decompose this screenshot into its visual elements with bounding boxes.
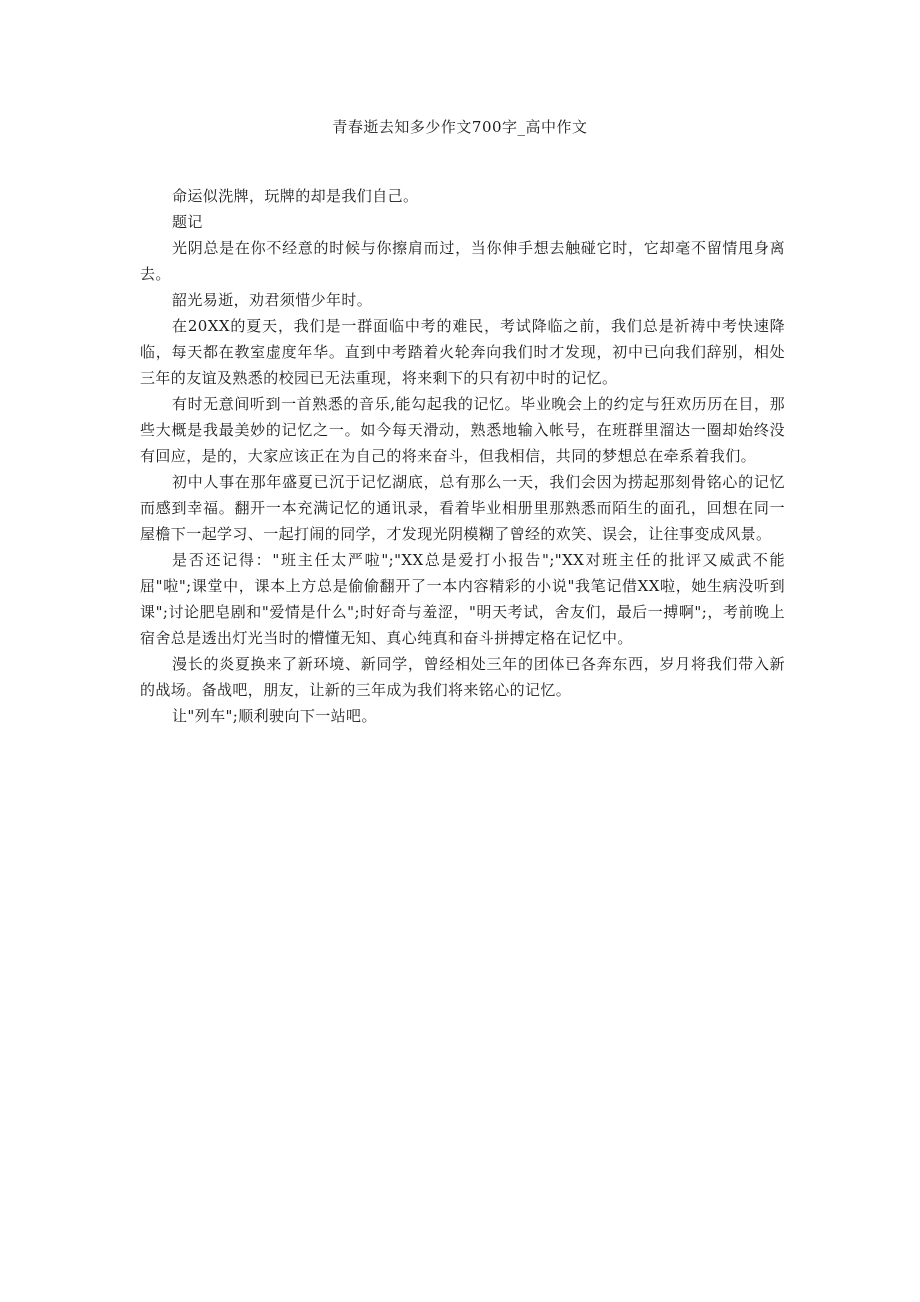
paragraph-8: 是否还记得："班主任太严啦";"XX总是爱打小报告";"XX对班主任的批评又威武不能屈"啦";课堂中，课本上方总是偷偷翻开了一本内容精彩的小说"我笔记借XX啦，她生病没听到课";讨论肥皂剧和"爱情是什么";时好奇与羞涩，"明天考试，舍友们，最后一搏啊";，考前晚上宿舍总是透出灯光当时的懵懂无知、真心纯真和奋斗拼搏定格在记忆中。 <box>140 551 785 647</box>
paragraph-3: 光阴总是在你不经意的时候与你擦肩而过，当你伸手想去触碰它时，它却毫不留情甩身离去。 <box>140 239 785 283</box>
paragraph-9: 漫长的炎夏换来了新环境、新同学，曾经相处三年的团体已各奔东西，岁月将我们带入新的战场。备战吧，朋友，让新的三年成为我们将来铭心的记忆。 <box>140 655 785 699</box>
paragraph-1: 命运似洗牌，玩牌的却是我们自己。 <box>172 187 419 205</box>
document-body <box>140 183 785 729</box>
paragraph-7: 初中人事在那年盛夏已沉于记忆湖底，总有那么一天，我们会因为捞起那刻骨铭心的记忆而感到幸福。翻开一本充满记忆的通讯录，看着毕业相册里那熟悉而陌生的面孔，回想在同一屋檐下一起学习、一起打闹的同学，才发现光阴模糊了曾经的欢笑、误会，让往事变成风景。 <box>140 473 785 543</box>
document-title: 青春逝去知多少作文700字_高中作文 <box>332 118 588 136</box>
paragraph-5: 在20XX的夏天，我们是一群面临中考的难民，考试降临之前，我们总是祈祷中考快速降临，每天都在教室虚度年华。直到中考踏着火轮奔向我们时才发现，初中已向我们辞别，相处三年的友谊及熟悉的校园已无法重现，将来剩下的只有初中时的记忆。 <box>140 317 785 387</box>
paragraph-4: 韶光易逝，劝君须惜少年时。 <box>172 291 373 309</box>
paragraph-10: 让"列车";顺利驶向下一站吧。 <box>172 707 377 725</box>
paragraph-2: 题记 <box>172 213 203 231</box>
paragraph-6: 有时无意间听到一首熟悉的音乐,能勾起我的记忆。毕业晚会上的约定与狂欢历历在目，那些大概是我最美妙的记忆之一。如今每天滑动，熟悉地输入帐号，在班群里溜达一圈却始终没有回应，是的，大家应该正在为自己的将来奋斗，但我相信，共同的梦想总在牵系着我们。 <box>140 395 785 465</box>
